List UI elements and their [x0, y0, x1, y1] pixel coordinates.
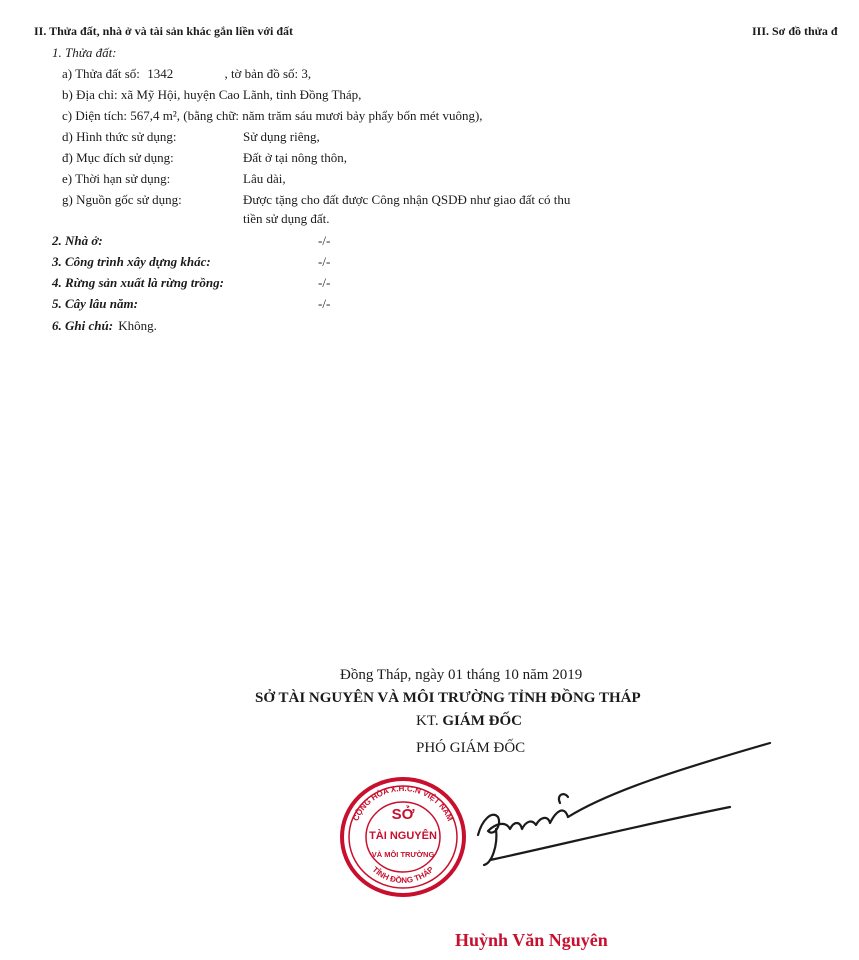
- kt-title: GIÁM ĐỐC: [442, 713, 522, 729]
- item-forest-value: -/-: [318, 275, 331, 290]
- land-row-e-label: e) Thời hạn sử dụng:: [62, 171, 171, 186]
- land-row-a: [62, 66, 311, 82]
- item-construction-value: -/-: [318, 254, 331, 269]
- land-row-g-value: Được tặng cho đất được Công nhận QSDĐ như giao đất có thu: [243, 192, 571, 207]
- kt-prefix: KT.: [416, 713, 439, 729]
- land-row-g-value-cont: tiền sử dụng đất.: [243, 211, 330, 226]
- note-value: Không.: [118, 318, 157, 333]
- land-heading: 1. Thửa đất:: [52, 45, 117, 60]
- item-construction-label: 3. Công trình xây dựng khác:: [52, 254, 211, 269]
- land-row-dd-label: đ) Mục đích sử dụng:: [62, 150, 174, 165]
- land-row-d-value: Sử dụng riêng,: [243, 129, 320, 144]
- item-perennial-value: -/-: [318, 296, 331, 311]
- section-3-title: III. Sơ đồ thửa đ: [752, 24, 838, 38]
- land-row-d-label: d) Hình thức sử dụng:: [62, 129, 177, 144]
- land-row-e-value: Lâu dài,: [243, 171, 286, 186]
- land-row-dd-value: Đất ở tại nông thôn,: [243, 150, 347, 165]
- seal-bottom-text: TỈNH ĐỒNG THÁP: [370, 864, 436, 886]
- land-row-g-label: g) Nguồn gốc sử dụng:: [62, 192, 182, 207]
- item-house-value: -/-: [318, 233, 331, 248]
- section-2-title: II. Thửa đất, nhà ở và tài sản khác gắn liền với đất: [34, 24, 294, 38]
- note-label: 6. Ghi chú:: [52, 318, 114, 333]
- place-date: Đồng Tháp, ngày 01 tháng 10 năm 2019: [340, 667, 583, 683]
- seal-line-3: VÀ MÔI TRƯỜNG: [371, 850, 435, 859]
- item-perennial-label: 5. Cây lâu năm:: [52, 296, 138, 311]
- item-forest-label: 4. Rừng sản xuất là rừng trồng:: [52, 275, 224, 290]
- signer-name: Huỳnh Văn Nguyên: [455, 930, 608, 950]
- land-map-sheet: , tờ bản đồ số: 3,: [224, 66, 312, 81]
- item-house-label: 2. Nhà ở:: [52, 233, 103, 248]
- seal-line-1: SỞ: [391, 806, 415, 823]
- land-parcel-number: 1342: [147, 66, 174, 81]
- seal-line-2: TÀI NGUYÊN: [369, 830, 437, 842]
- note-row: [52, 318, 157, 334]
- handwritten-signature: [440, 725, 800, 890]
- seal-ring-text: CỘNG HÒA X.H.C.N VIỆT NAM: [351, 783, 455, 823]
- agency-name: SỞ TÀI NGUYÊN VÀ MÔI TRƯỜNG TỈNH ĐỒNG THÁP: [255, 690, 641, 706]
- land-row-c: c) Diện tích: 567,4 m², (bằng chữ: năm trăm sáu mươi bảy phẩy bốn mét vuông),: [62, 108, 483, 123]
- deputy-title: PHÓ GIÁM ĐỐC: [416, 740, 526, 756]
- land-row-a-label: a) Thửa đất số:: [62, 66, 140, 81]
- land-row-b: b) Địa chỉ: xã Mỹ Hội, huyện Cao Lãnh, tỉnh Đồng Tháp,: [62, 87, 362, 102]
